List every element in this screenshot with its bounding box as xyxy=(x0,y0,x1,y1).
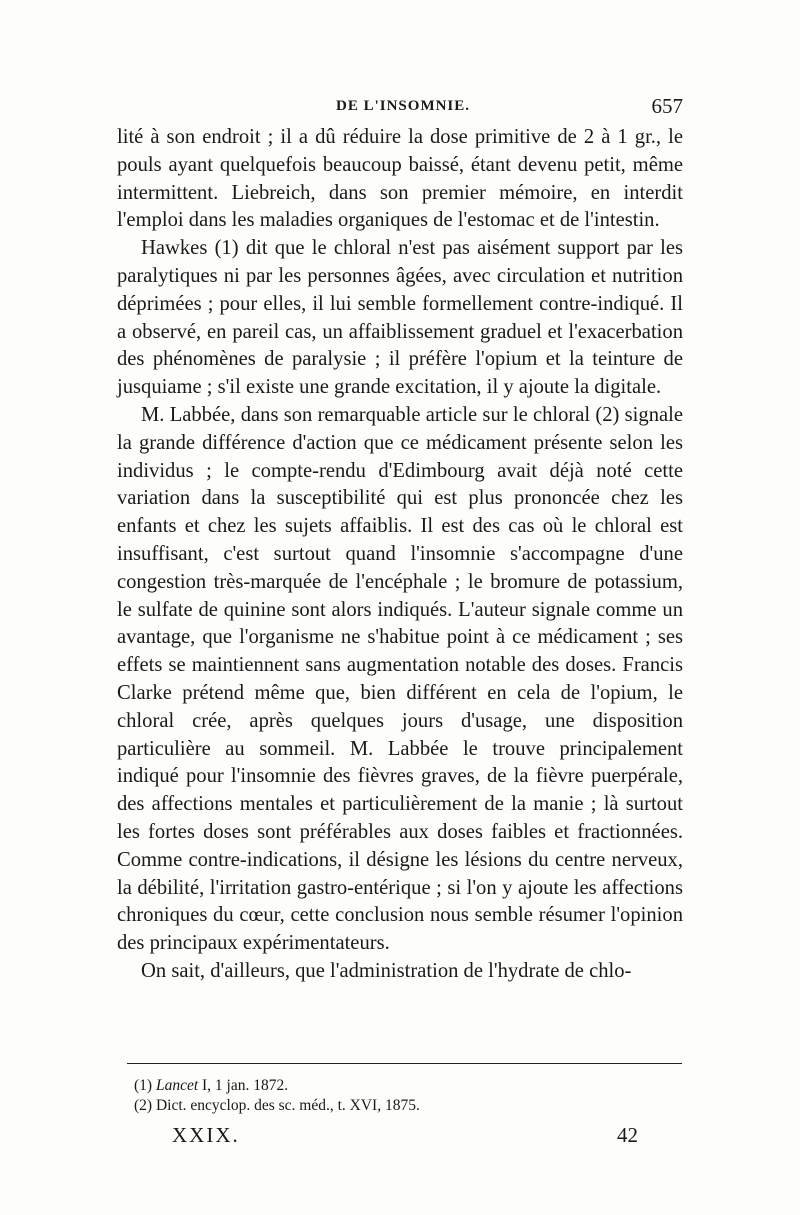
body-text xyxy=(117,124,683,986)
footnote-text: Dict. encyclop. des sc. méd., t. XVI, 1875. xyxy=(155,1097,420,1114)
footnote-marker: (2) xyxy=(134,1097,153,1114)
signature-line xyxy=(172,1123,638,1153)
running-head xyxy=(118,96,683,122)
footnote-text: I, 1 jan. 1872. xyxy=(202,1077,289,1094)
footnote-rule xyxy=(127,1063,682,1064)
footnote-1 xyxy=(134,1076,679,1096)
page-number: 657 xyxy=(651,94,683,118)
footnote-marker: (1) xyxy=(134,1077,153,1094)
printer-signature: XXIX. xyxy=(172,1123,240,1147)
footnote-source: Lancet xyxy=(155,1077,199,1094)
paragraph-hydrate: On sait, d'ailleurs, que l'administration de l'hydrate de chlo- xyxy=(141,959,632,982)
running-title: DE L'INSOMNIE. xyxy=(336,98,471,114)
paragraph-hawkes: Hawkes (1) dit que le chloral n'est pas aisément support par les paralytiques ni par les personnes âgées, avec circulation et nutrition déprimées ; pour elles, il lui semble formellement contre-indiqué. Il a observé, en pareil cas, un affaiblissement graduel et l'exacerbation des phénomènes de paralysie ; il préfère l'opium et la teinture de jusquiame ; s'il existe une grande excitation, il y ajoute la digitale. xyxy=(117,237,683,399)
footnote-2 xyxy=(134,1096,679,1116)
paragraph-continuation: lité à son endroit ; il a dû réduire la dose primitive de 2 à 1 gr., le pouls ayant quelquefois beaucoup baissé, étant devenu petit, même intermittent. Liebreich, dans son premier mémoire, en interdit l'emploi dans les maladies organiques de l'estomac et de l'intestin. xyxy=(117,126,683,232)
sheet-number: 42 xyxy=(617,1123,638,1147)
footnotes xyxy=(134,1076,679,1116)
paragraph-labbee: M. Labbée, dans son remarquable article sur le chloral (2) signale la grande différence d'action que ce médicament présente selon les individus ; le compte-rendu d'Edimbourg avait déjà noté cette variation dans la susceptibilité qui est plus prononcée chez les enfants et chez les sujets affaiblis. Il est des cas où le chloral est insuffisant, c'est surtout quand l'insomnie s'accompagne d'une congestion très-marquée de l'encéphale ; le bromure de potassium, le sulfate de quinine sont alors indiqués. L'auteur signale comme un avantage, que l'organisme ne s'habitue point à ce médicament ; ses effets se maintiennent sans augmentation notable des doses. Francis Clarke prétend même que, bien différent en cela de l'opium, le chloral crée, après quelques jours d'usage, une disposition particulière au sommeil. M. Labbée le trouve principalement indiqué pour l'insomnie des fièvres graves, de la fièvre puerpérale, des affections mentales et particulièrement de la manie ; là surtout les fortes doses sont préférables aux doses faibles et fractionnées. Comme contre-indications, il désigne les lésions du centre nerveux, la débilité, l'irritation gastro-entérique ; si l'on y ajoute les affections chroniques du cœur, cette conclusion nous semble résumer l'opinion des principaux expérimentateurs. xyxy=(117,403,683,955)
